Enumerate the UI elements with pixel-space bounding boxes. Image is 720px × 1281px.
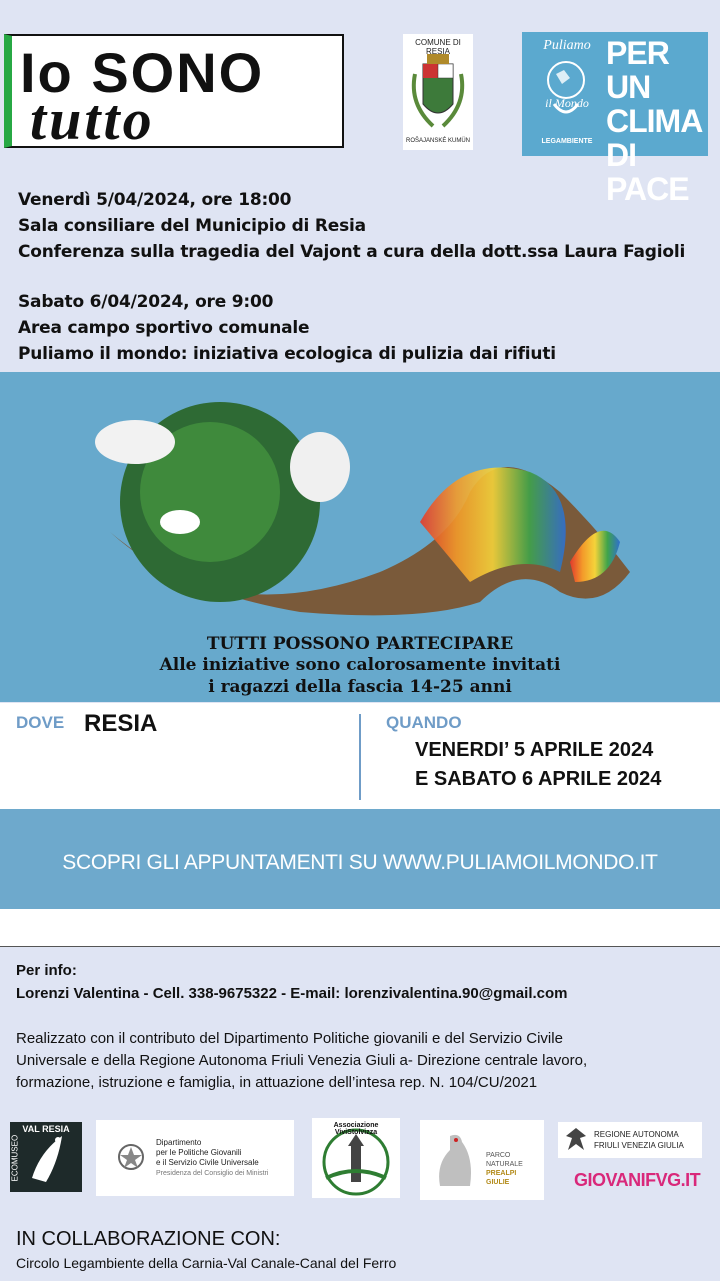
scopri-link-text[interactable]: SCOPRI GLI APPUNTAMENTI SU WWW.PULIAMOILMONDO.IT <box>62 851 658 874</box>
eagle-icon <box>564 1126 588 1154</box>
event-1-place: Sala consiliare del Municipio di Resia <box>18 216 366 236</box>
credit-line-1: Realizzato con il contributo del Dipartimento Politiche giovanili e del Servizio Civile <box>16 1030 563 1047</box>
logo-line-1: Io SONO <box>20 41 265 104</box>
globe-hands-icon <box>540 54 592 124</box>
dove-value: RESIA <box>84 710 158 737</box>
vivi-text: Associazione ViviStolvizza <box>333 1122 379 1136</box>
quando-line-1: VENERDI’ 5 APRILE 2024 <box>415 739 654 761</box>
band-line-3: i ragazzi della fascia 14-25 anni <box>208 677 512 697</box>
band-line-2: Alle iniziative sono calorosamente invitati <box>159 655 561 675</box>
event-1-date: Venerdì 5/04/2024, ore 18:00 <box>18 190 292 210</box>
collaboration-value: Circolo Legambiente della Carnia-Val Canale-Canal del Ferro <box>16 1255 397 1271</box>
dip-line-2: per le Politiche Giovanili <box>156 1148 242 1157</box>
quando-label: QUANDO <box>386 713 462 732</box>
parco-line-4: GIULIE <box>486 1179 510 1186</box>
band-headline: TUTTI POSSONO PARTECIPARE <box>206 634 514 654</box>
parco-prealpi-giulie-logo <box>420 1120 544 1200</box>
puliamo-text: Puliamo <box>543 38 591 53</box>
white-spacer <box>0 909 720 947</box>
parco-line-1: PARCO <box>486 1152 511 1159</box>
reg-line-2: FRIULI VENEZIA GIULIA <box>594 1141 684 1150</box>
event-1-desc: Conferenza sulla tragedia del Vajont a cura della dott.ssa Laura Fagioli <box>18 242 686 262</box>
parco-line-3: PREALPI <box>486 1170 517 1177</box>
reg-line-1: REGIONE AUTONOMA <box>594 1130 679 1139</box>
vivistolvizza-logo <box>312 1118 400 1198</box>
giovanifvg-logo: GIOVANIFVG.IT <box>574 1170 701 1190</box>
grouse-bird-icon <box>430 1128 480 1194</box>
italian-emblem-icon <box>116 1142 146 1172</box>
dip-line-1: Dipartimento <box>156 1138 202 1147</box>
info-contact: Lorenzi Valentina - Cell. 338-9675322 - E-mail: lorenzivalentina.90@gmail.com <box>16 985 568 1002</box>
quando-line-2: E SABATO 6 APRILE 2024 <box>415 768 662 790</box>
dipartimento-politiche-giovanili-logo <box>96 1120 294 1196</box>
crest-caption-top: COMUNE DI RESIA <box>415 38 461 56</box>
info-label: Per info: <box>16 962 77 979</box>
dip-line-4: Presidenza del Consiglio dei Ministri <box>156 1170 269 1177</box>
credit-line-3: formazione, istruzione e famiglia, in attuazione dell’intesa rep. N. 104/CU/2021 <box>16 1074 538 1091</box>
per-un-clima-di-pace-title: PER UN CLIMA DI PACE <box>606 35 702 207</box>
valresia-text: VAL RESIA <box>22 1124 70 1134</box>
legambiente-text: LEGAMBIENTE <box>541 138 593 145</box>
ecomuseo-valresia-logo <box>10 1122 82 1192</box>
event-2-date: Sabato 6/04/2024, ore 9:00 <box>18 292 274 312</box>
credit-line-2: Universale e della Regione Autonoma Friuli Venezia Giuli a- Direzione centrale lavoro, <box>16 1052 588 1069</box>
regione-fvg-logo <box>558 1122 702 1158</box>
event-2-place: Area campo sportivo comunale <box>18 318 310 338</box>
dove-label: DOVE <box>16 713 65 732</box>
collaboration-heading: IN COLLABORAZIONE CON: <box>16 1228 281 1250</box>
parco-line-2: NATURALE <box>486 1161 523 1168</box>
crest-caption-bottom: ROŠAJANSKÉ KUMÜN <box>405 138 470 144</box>
ecomuseo-text: ECOMUSEO <box>10 1134 20 1182</box>
dip-line-3: e il Servizio Civile Universale <box>156 1158 259 1167</box>
logo-line-2: tutto <box>30 87 155 152</box>
where-when-divider <box>359 714 361 800</box>
event-2-desc: Puliamo il mondo: iniziativa ecologica di pulizia dai rifiuti <box>18 344 556 364</box>
il-mondo-text: il Mondo <box>545 96 589 110</box>
